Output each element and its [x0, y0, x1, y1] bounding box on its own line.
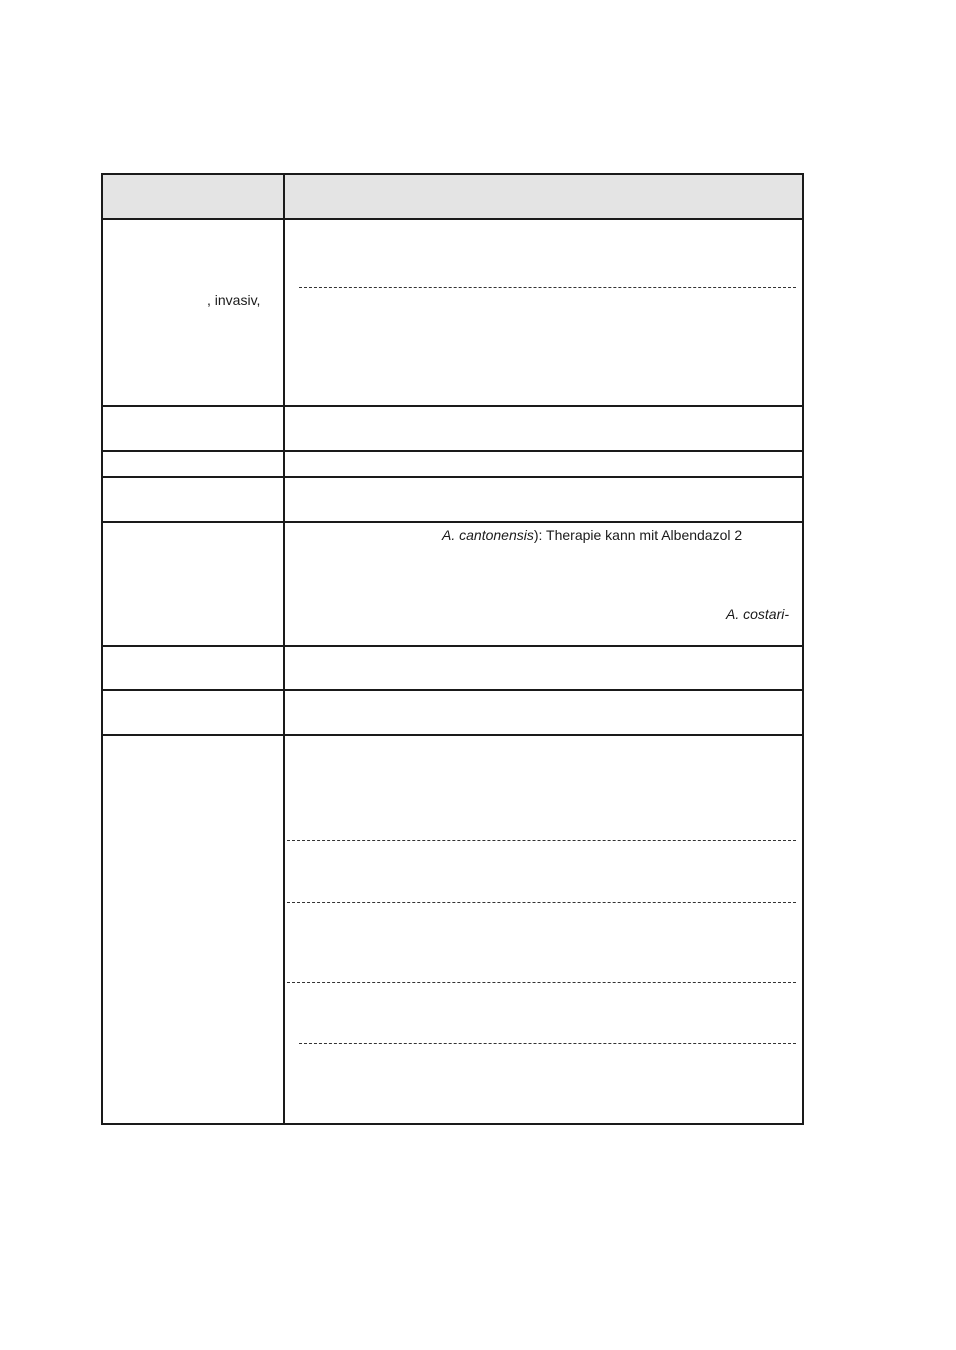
dashed-divider: [299, 1043, 796, 1044]
row-divider: [103, 218, 802, 220]
dashed-divider: [287, 982, 796, 983]
row-divider: [103, 734, 802, 736]
table-header-row: [103, 175, 802, 218]
row-divider: [103, 476, 802, 478]
row-divider: [103, 405, 802, 407]
row-divider: [103, 450, 802, 452]
dashed-divider: [299, 287, 796, 288]
dashed-divider: [287, 840, 796, 841]
column-divider: [283, 175, 285, 1123]
row-divider: [103, 521, 802, 523]
row-divider: [103, 689, 802, 691]
data-table: [101, 173, 804, 1125]
row-1-left-cell-text: , invasiv,: [207, 292, 261, 308]
row-5-right-cell-tail: A. costari-: [726, 606, 790, 622]
therapy-note: ): Therapie kann mit Albendazol 2: [533, 527, 743, 543]
row-5-right-cell-text: [442, 526, 742, 544]
species-name: A. cantonensis: [442, 527, 534, 543]
dashed-divider: [287, 902, 796, 903]
row-divider: [103, 645, 802, 647]
